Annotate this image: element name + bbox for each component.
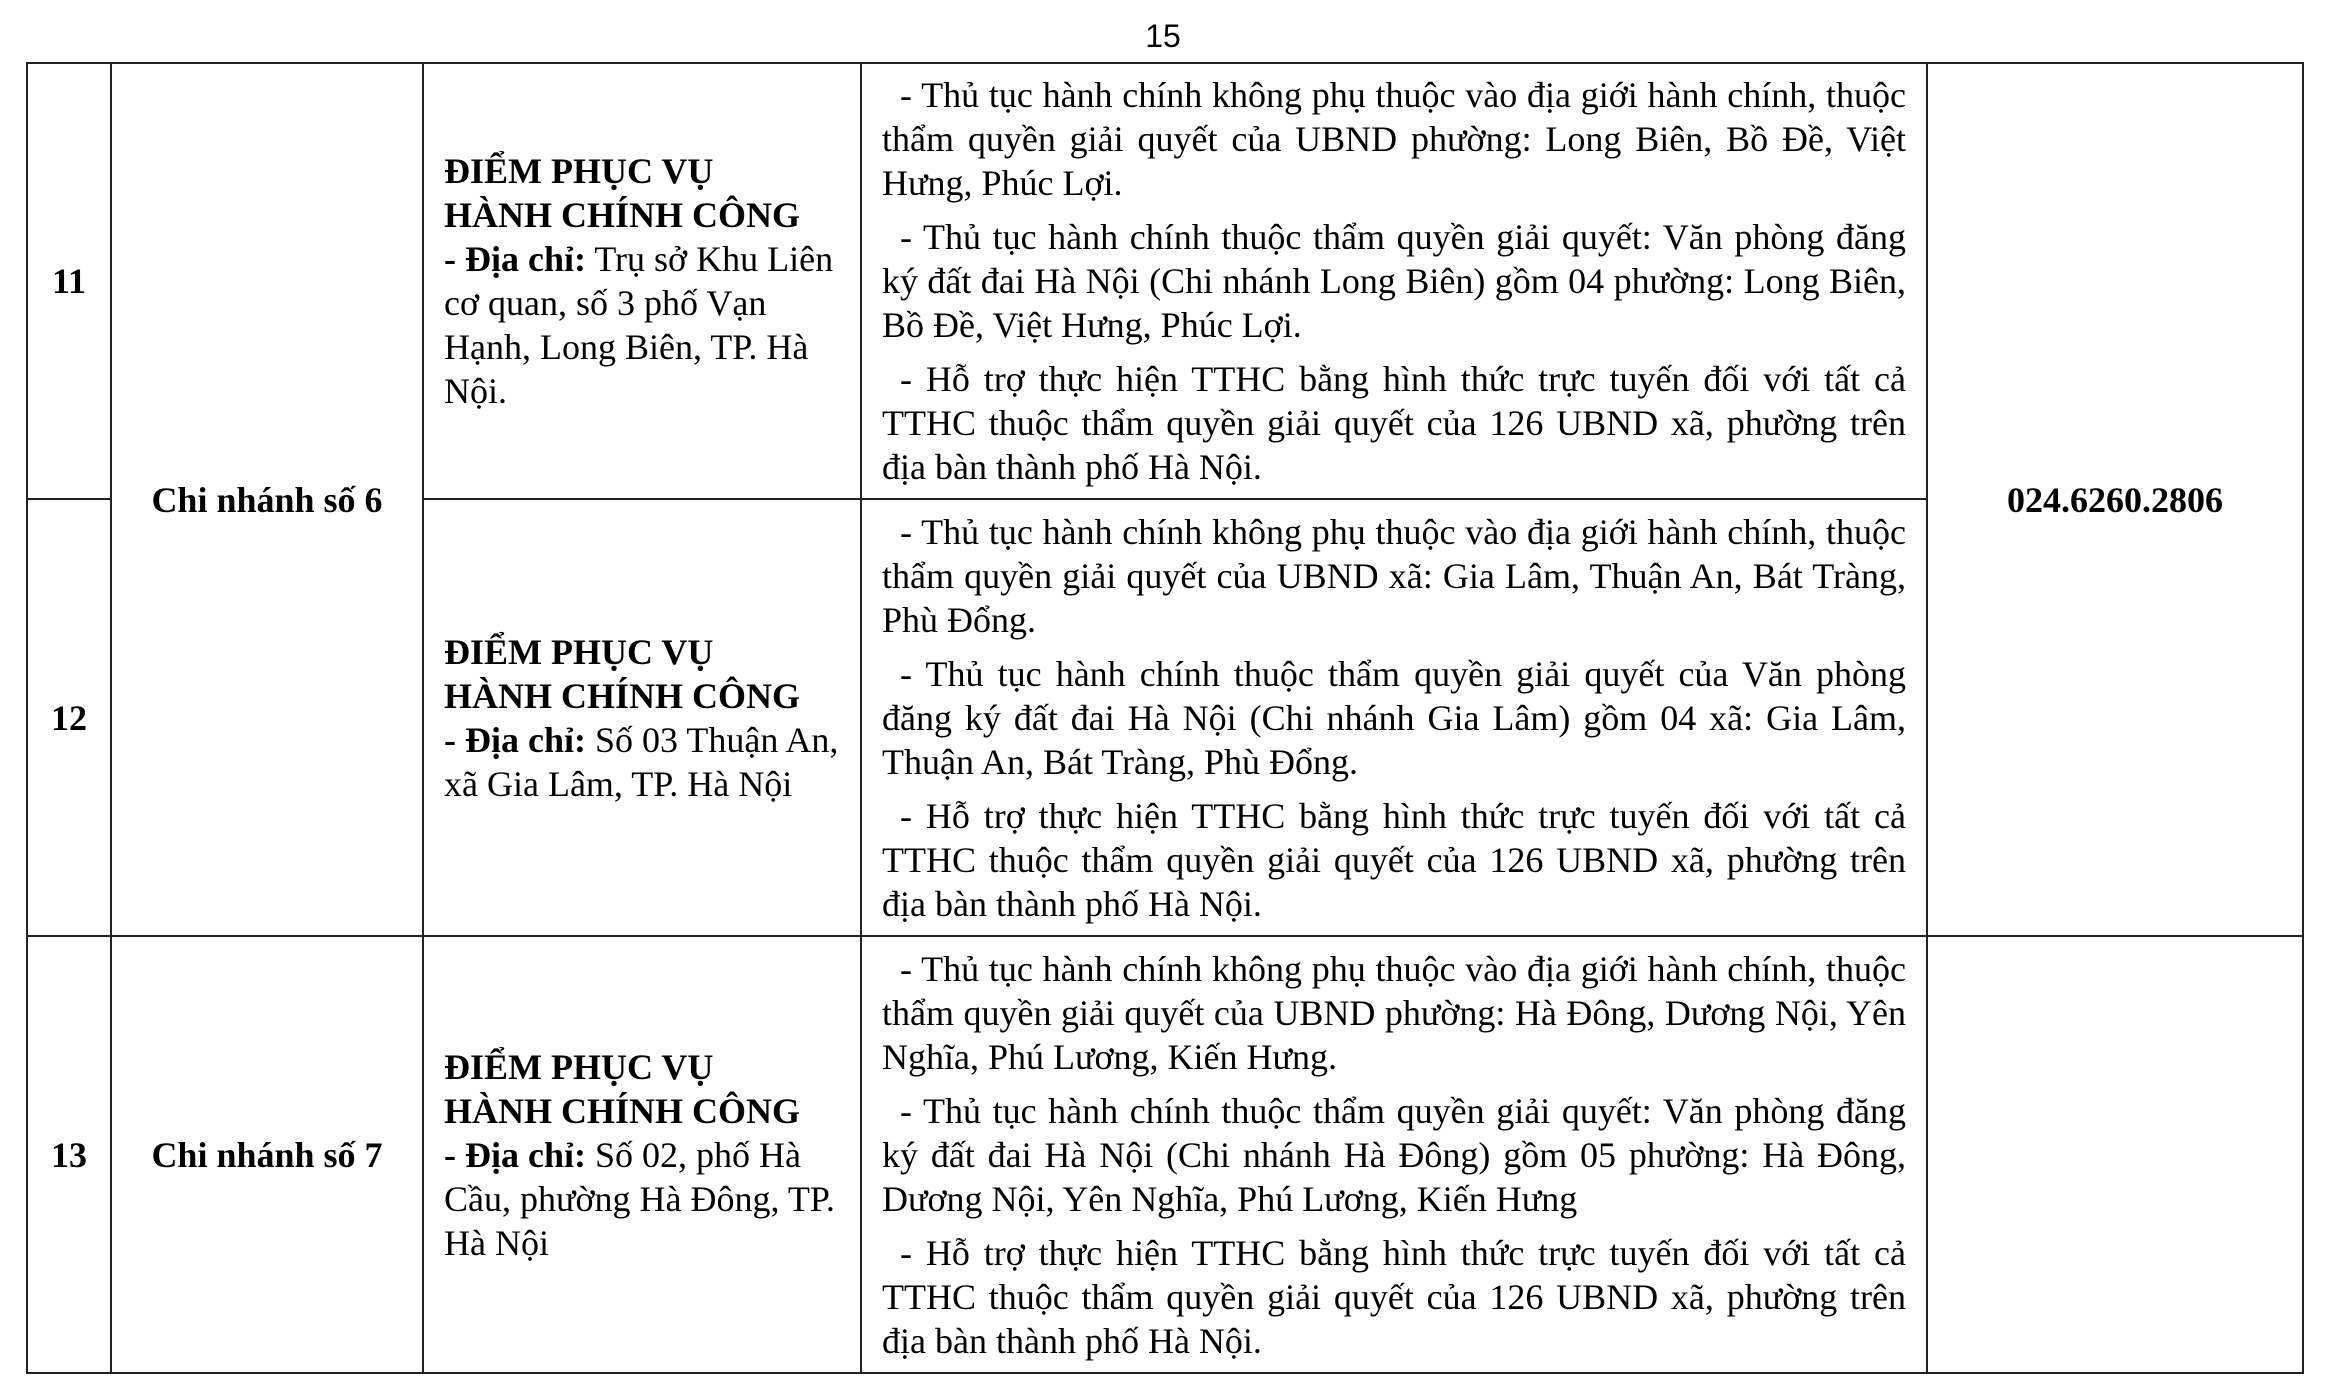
service-point-cell <box>423 936 861 1373</box>
service-point-title: ĐIỂM PHỤC VỤ <box>444 151 714 191</box>
service-point-title: HÀNH CHÍNH CÔNG <box>444 1090 801 1131</box>
procedures-cell <box>861 499 1927 936</box>
procedures-cell <box>861 63 1927 499</box>
service-point-title: HÀNH CHÍNH CÔNG <box>444 195 801 235</box>
phone-number-empty <box>1927 936 2303 1373</box>
page-number: 15 <box>1145 18 1181 54</box>
address-label: - Địa chỉ: <box>444 719 586 760</box>
service-point-title: ĐIỂM PHỤC VỤ <box>444 1046 714 1087</box>
address-label: - Địa chỉ: <box>444 1134 586 1175</box>
service-point-address <box>444 1135 835 1263</box>
service-points-table <box>26 62 2304 1374</box>
branch-name: Chi nhánh số 7 <box>111 936 423 1373</box>
procedure-item: - Thủ tục hành chính không phụ thuộc vào địa giới hành chính, thuộc thẩm quyền giải quyết của UBND phường: Hà Đông, Dương Nội, Yên Nghĩa, Phú Lương, Kiến Hưng. <box>882 948 1906 1077</box>
row-number: 13 <box>27 936 111 1373</box>
service-point-address <box>444 720 838 804</box>
table-row <box>27 936 2303 1373</box>
procedure-item: - Hỗ trợ thực hiện TTHC bằng hình thức trực tuyến đối với tất cả TTHC thuộc thẩm quyền giải quyết của 126 UBND xã, phường trên địa bàn thành phố Hà Nội. <box>882 1232 1906 1361</box>
address-text: Số 03 Thuận An, xã Gia Lâm, TP. Hà Nội <box>444 719 839 804</box>
service-point-title: ĐIỂM PHỤC VỤ <box>444 631 714 672</box>
procedure-item: - Thủ tục hành chính không phụ thuộc vào địa giới hành chính, thuộc thẩm quyền giải quyết của UBND xã: Gia Lâm, Thuận An, Bát Tràng, Phù Đổng. <box>882 511 1906 640</box>
service-point-title: HÀNH CHÍNH CÔNG <box>444 675 801 716</box>
address-text: Trụ sở Khu Liên cơ quan, số 3 phố Vạn Hạnh, Long Biên, TP. Hà Nội. <box>444 239 834 411</box>
table-row <box>27 63 2303 499</box>
service-point-cell <box>423 499 861 936</box>
row-number: 12 <box>27 499 111 936</box>
procedure-item: - Hỗ trợ thực hiện TTHC bằng hình thức trực tuyến đối với tất cả TTHC thuộc thẩm quyền giải quyết của 126 UBND xã, phường trên địa bàn thành phố Hà Nội. <box>882 359 1906 487</box>
address-text: Số 02, phố Hà Cầu, phường Hà Đông, TP. Hà Nội <box>444 1134 835 1263</box>
branch-name: Chi nhánh số 6 <box>111 63 423 936</box>
service-point-cell <box>423 63 861 499</box>
procedure-item: - Thủ tục hành chính thuộc thẩm quyền giải quyết của Văn phòng đăng ký đất đai Hà Nội (Chi nhánh Gia Lâm) gồm 04 xã: Gia Lâm, Thuận An, Bát Tràng, Phù Đổng. <box>882 653 1906 782</box>
procedure-item: - Thủ tục hành chính không phụ thuộc vào địa giới hành chính, thuộc thẩm quyền giải quyết của UBND phường: Long Biên, Bồ Đề, Việt Hưng, Phúc Lợi. <box>882 75 1906 203</box>
procedure-item: - Hỗ trợ thực hiện TTHC bằng hình thức trực tuyến đối với tất cả TTHC thuộc thẩm quyền giải quyết của 126 UBND xã, phường trên địa bàn thành phố Hà Nội. <box>882 795 1906 924</box>
procedures-cell <box>861 936 1927 1373</box>
address-label: - Địa chỉ: <box>444 239 586 279</box>
phone-number: 024.6260.2806 <box>1927 63 2303 936</box>
row-number: 11 <box>27 63 111 499</box>
service-point-address <box>444 239 833 411</box>
procedure-item: - Thủ tục hành chính thuộc thẩm quyền giải quyết: Văn phòng đăng ký đất đai Hà Nội (Chi nhánh Hà Đông) gồm 05 phường: Hà Đông, Dương Nội, Yên Nghĩa, Phú Lương, Kiến Hưng <box>882 1090 1906 1219</box>
procedure-item: - Thủ tục hành chính thuộc thẩm quyền giải quyết: Văn phòng đăng ký đất đai Hà Nội (Chi nhánh Long Biên) gồm 04 phường: Long Biên, Bồ Đề, Việt Hưng, Phúc Lợi. <box>882 217 1906 345</box>
